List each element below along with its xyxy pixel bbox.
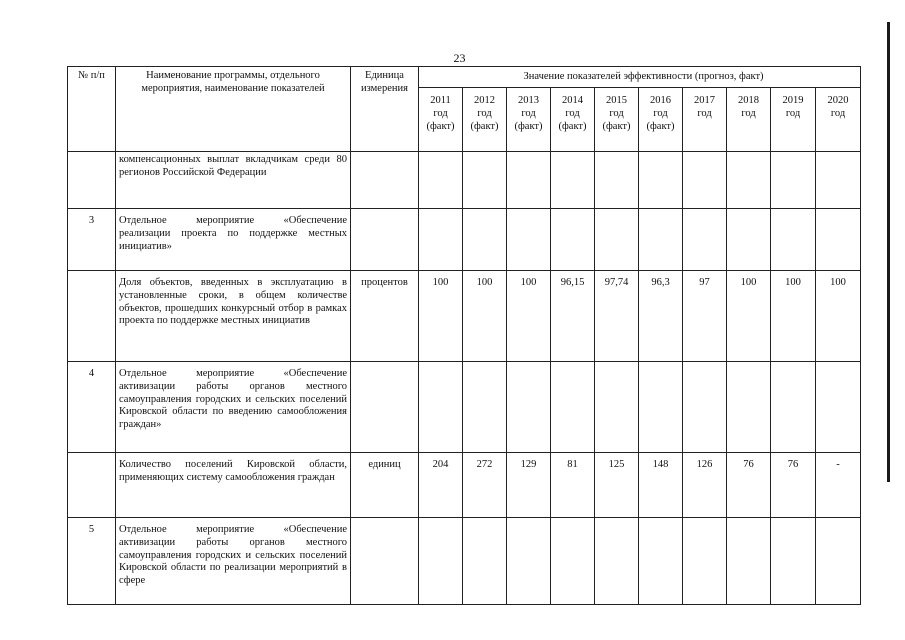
table-row bbox=[68, 518, 861, 605]
row-name: компенсационных выплат вкладчикам среди 80 регионов Российской Федерации bbox=[116, 152, 351, 209]
row-value bbox=[551, 362, 595, 453]
row-value: 272 bbox=[463, 453, 507, 518]
row-value bbox=[595, 518, 639, 605]
header-year: 2019 год bbox=[771, 88, 816, 152]
header-year: 2017 год bbox=[683, 88, 727, 152]
row-value bbox=[727, 152, 771, 209]
row-value bbox=[683, 152, 727, 209]
row-unit bbox=[351, 209, 419, 271]
row-value bbox=[683, 362, 727, 453]
header-num: № п/п bbox=[68, 67, 116, 152]
row-unit bbox=[351, 518, 419, 605]
row-value bbox=[816, 152, 861, 209]
row-value bbox=[463, 152, 507, 209]
row-value: 100 bbox=[771, 271, 816, 362]
row-number bbox=[68, 453, 116, 518]
row-value bbox=[683, 518, 727, 605]
header-year: 2020 год bbox=[816, 88, 861, 152]
header-year: 2016 год (факт) bbox=[639, 88, 683, 152]
row-value: 204 bbox=[419, 453, 463, 518]
row-value bbox=[419, 209, 463, 271]
row-value: 96,15 bbox=[551, 271, 595, 362]
table-row bbox=[68, 453, 861, 518]
header-year: 2012 год (факт) bbox=[463, 88, 507, 152]
row-value bbox=[507, 209, 551, 271]
row-name bbox=[116, 518, 351, 605]
row-value bbox=[727, 518, 771, 605]
row-value bbox=[507, 152, 551, 209]
row-value bbox=[727, 362, 771, 453]
row-name: Отдельное мероприятие «Обеспечение активизации работы органов местного самоуправления городских и сельских поселений Кировской области по введению самообложения граждан» bbox=[116, 362, 351, 453]
page-edge-rule bbox=[887, 22, 890, 482]
row-unit: процентов bbox=[351, 271, 419, 362]
table-row bbox=[68, 152, 861, 209]
row-value: 100 bbox=[463, 271, 507, 362]
header-year: 2015 год (факт) bbox=[595, 88, 639, 152]
header-name: Наименование программы, отдельного мероприятия, наименование показателей bbox=[116, 67, 351, 152]
indicators-table bbox=[67, 66, 861, 605]
row-name: Количество поселений Кировской области, применяющих систему самообложения граждан bbox=[116, 453, 351, 518]
row-unit: единиц bbox=[351, 453, 419, 518]
header-unit: Единица измерения bbox=[351, 67, 419, 152]
row-unit bbox=[351, 152, 419, 209]
row-value: 148 bbox=[639, 453, 683, 518]
row-value bbox=[463, 518, 507, 605]
row-value bbox=[419, 152, 463, 209]
row-value bbox=[639, 518, 683, 605]
row-value bbox=[463, 362, 507, 453]
row-number bbox=[68, 271, 116, 362]
row-value: - bbox=[816, 453, 861, 518]
row-value: 100 bbox=[419, 271, 463, 362]
row-value bbox=[595, 152, 639, 209]
row-value bbox=[507, 362, 551, 453]
row-value bbox=[816, 209, 861, 271]
row-value bbox=[463, 209, 507, 271]
row-value: 100 bbox=[727, 271, 771, 362]
row-value bbox=[639, 209, 683, 271]
header-year: 2011 год (факт) bbox=[419, 88, 463, 152]
header-year: 2014 год (факт) bbox=[551, 88, 595, 152]
row-number: 3 bbox=[68, 209, 116, 271]
row-value bbox=[507, 518, 551, 605]
row-value bbox=[727, 209, 771, 271]
row-value bbox=[419, 518, 463, 605]
table-row bbox=[68, 271, 861, 362]
row-value: 76 bbox=[727, 453, 771, 518]
row-value bbox=[683, 209, 727, 271]
row-name-text: Отдельное мероприятие «Обеспечение активизации работы органов местного самоуправления городских и сельских поселений Кировской области по реализации мероприятий в сфере bbox=[119, 524, 347, 587]
header-year: 2018 год bbox=[727, 88, 771, 152]
row-value bbox=[816, 518, 861, 605]
row-value bbox=[771, 518, 816, 605]
row-number: 4 bbox=[68, 362, 116, 453]
row-value: 96,3 bbox=[639, 271, 683, 362]
row-value bbox=[639, 152, 683, 209]
row-name: Доля объектов, введенных в эксплуатацию в установленные сроки, в общем количестве объектов, прошедших конкурсный отбор в рамках проекта по поддержке местных инициатив bbox=[116, 271, 351, 362]
row-value: 100 bbox=[507, 271, 551, 362]
table-row bbox=[68, 362, 861, 453]
row-value bbox=[551, 518, 595, 605]
row-value: 126 bbox=[683, 453, 727, 518]
row-value bbox=[639, 362, 683, 453]
header-row-top bbox=[68, 67, 861, 88]
row-name: Отдельное мероприятие «Обеспечение реализации проекта по поддержке местных инициатив» bbox=[116, 209, 351, 271]
row-value: 125 bbox=[595, 453, 639, 518]
row-value: 100 bbox=[816, 271, 861, 362]
row-number: 5 bbox=[68, 518, 116, 605]
header-values-group: Значение показателей эффективности (прогноз, факт) bbox=[419, 67, 861, 88]
row-value bbox=[771, 362, 816, 453]
row-value bbox=[551, 152, 595, 209]
row-value bbox=[551, 209, 595, 271]
page-number: 23 bbox=[453, 51, 466, 65]
row-value: 76 bbox=[771, 453, 816, 518]
row-value bbox=[419, 362, 463, 453]
row-value: 81 bbox=[551, 453, 595, 518]
table-row bbox=[68, 209, 861, 271]
row-value bbox=[595, 209, 639, 271]
row-number bbox=[68, 152, 116, 209]
row-value bbox=[595, 362, 639, 453]
header-year: 2013 год (факт) bbox=[507, 88, 551, 152]
row-value bbox=[771, 209, 816, 271]
row-unit bbox=[351, 362, 419, 453]
row-value bbox=[816, 362, 861, 453]
row-value bbox=[771, 152, 816, 209]
row-value: 97 bbox=[683, 271, 727, 362]
row-value: 129 bbox=[507, 453, 551, 518]
row-value: 97,74 bbox=[595, 271, 639, 362]
